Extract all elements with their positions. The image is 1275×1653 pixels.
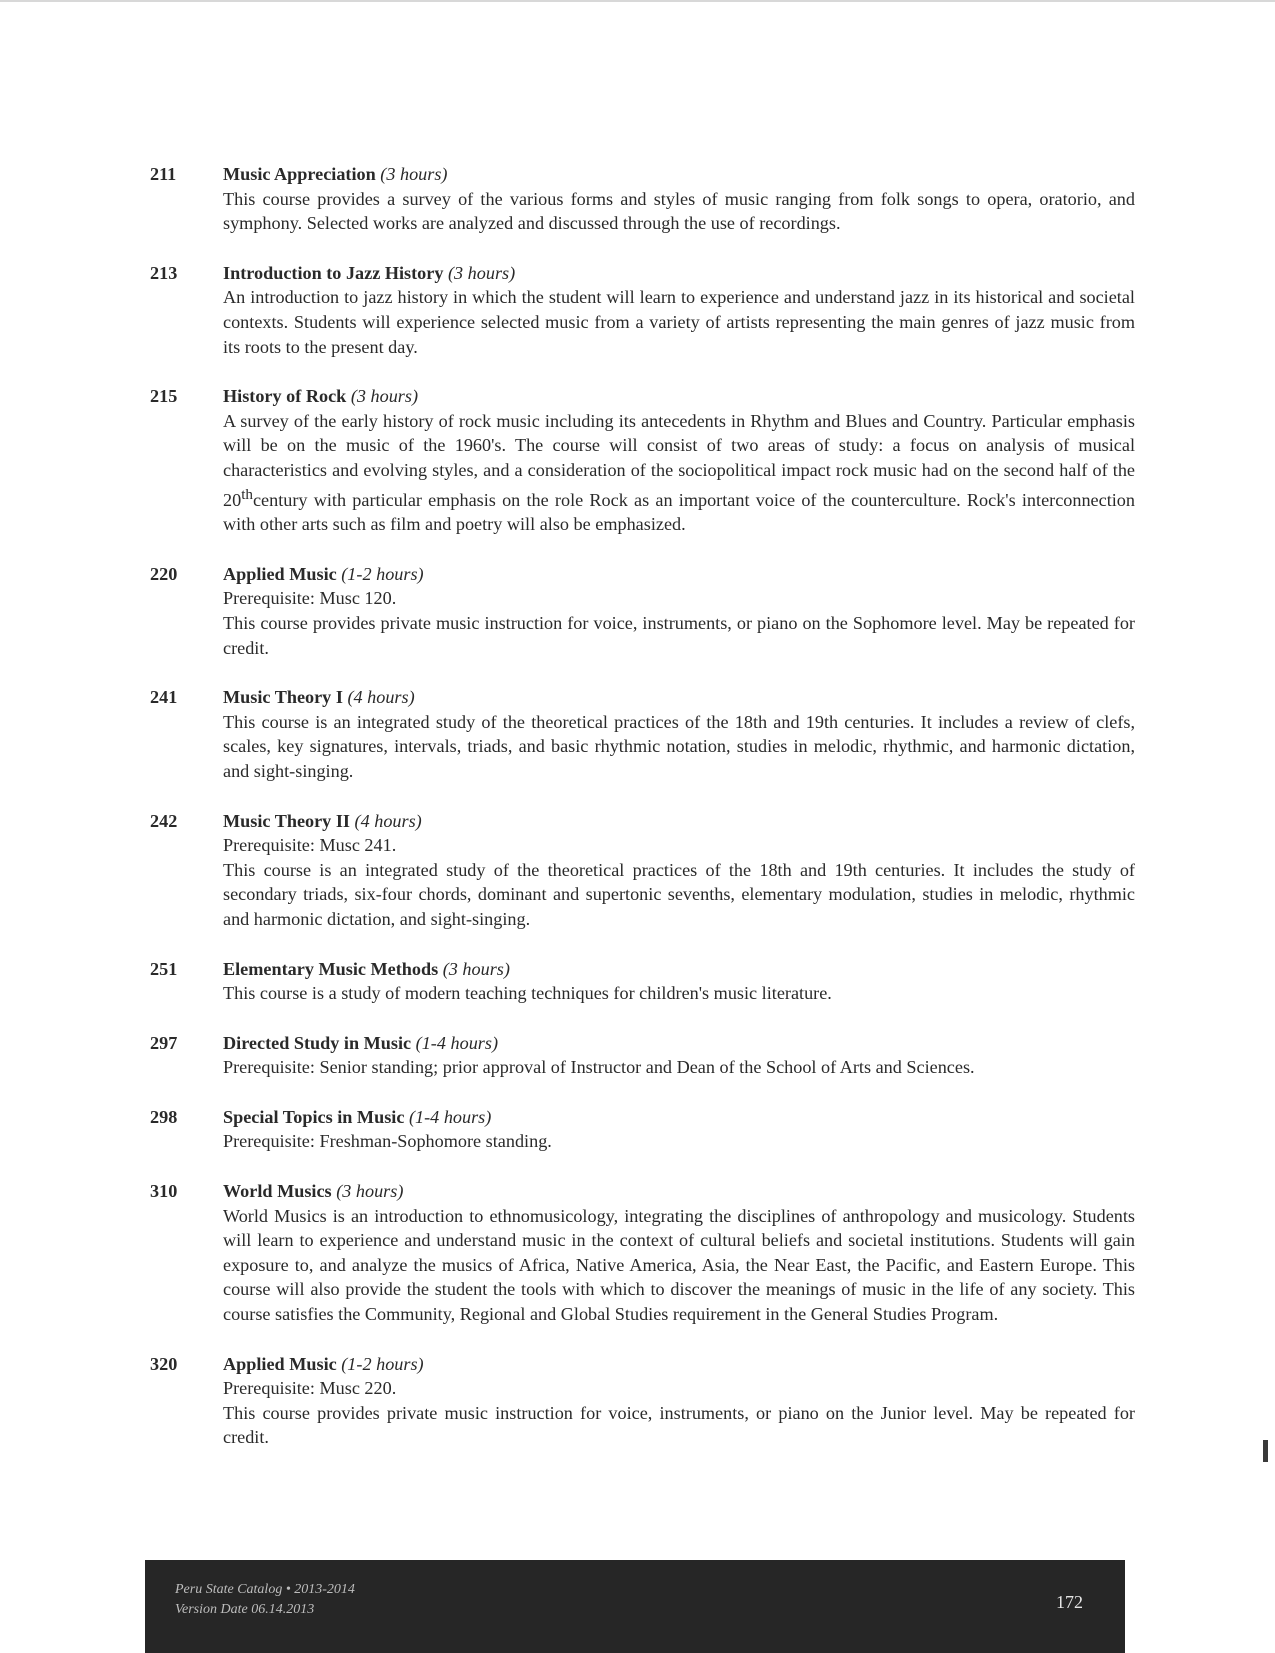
course-entry-241 bbox=[145, 685, 1135, 783]
course-heading bbox=[223, 384, 1135, 409]
course-title: Applied Music bbox=[223, 563, 337, 584]
page-number: 172 bbox=[1056, 1592, 1083, 1612]
course-entry-220 bbox=[145, 562, 1135, 660]
course-description: This course provides private music instruction for voice, instruments, or piano on the Junior level. May be repeated for credit. bbox=[223, 1402, 1135, 1448]
course-number: 242 bbox=[150, 810, 178, 831]
course-number: 220 bbox=[150, 563, 178, 584]
course-entry-242 bbox=[145, 809, 1135, 932]
course-prerequisite: Prerequisite: Musc 241. bbox=[223, 835, 397, 856]
course-number: 297 bbox=[150, 1032, 178, 1053]
course-heading bbox=[223, 809, 1135, 834]
course-description: An introduction to jazz history in which the student will learn to experience and understand jazz in its historical and societal contexts. Students will experience selected music from a variety of artists representing the main genres of jazz music from its roots to the present day. bbox=[223, 287, 1135, 357]
description-part: A survey of the early history of rock music including its antecedents in Rhythm and Blues and Country. Particular emphasis will be on the music of the 1960's. The course will consist of two areas of study: a focus on analysis of musical characteristics and evolving styles, and a consideration of the sociopolitical impact rock music had on the second half of the 20 bbox=[223, 410, 1135, 510]
course-heading bbox=[223, 1352, 1135, 1377]
course-description: This course provides private music instruction for voice, instruments, or piano on the Sophomore level. May be repeated for credit. bbox=[223, 612, 1135, 658]
course-list bbox=[145, 162, 1135, 1475]
course-heading bbox=[223, 162, 1135, 187]
course-title: Special Topics in Music bbox=[223, 1106, 405, 1127]
course-number: 320 bbox=[150, 1353, 178, 1374]
course-description: This course is an integrated study of the theoretical practices of the 18th and 19th centuries. It includes a review of clefs, scales, key signatures, intervals, triads, and basic rhythmic notation, studies in melodic, rhythmic, and harmonic dictation, and sight-singing. bbox=[223, 711, 1135, 781]
course-entry-211 bbox=[145, 162, 1135, 236]
course-entry-215 bbox=[145, 384, 1135, 537]
course-hours: (1-2 hours) bbox=[341, 1353, 424, 1374]
course-hours: (3 hours) bbox=[442, 958, 510, 979]
course-heading bbox=[223, 562, 1135, 587]
course-number: 213 bbox=[150, 262, 178, 283]
footer-version-date: Version Date 06.14.2013 bbox=[175, 1602, 315, 1617]
course-prerequisite: Prerequisite: Freshman-Sophomore standing. bbox=[223, 1131, 552, 1152]
course-description: This course is an integrated study of the theoretical practices of the 18th and 19th centuries. It includes the study of secondary triads, six-four chords, dominant and supertonic sevenths, elementary modulation, studies in melodic, rhythmic and harmonic dictation, and sight-singing. bbox=[223, 859, 1135, 929]
course-prerequisite: Prerequisite: Musc 120. bbox=[223, 588, 397, 609]
footer-catalog-title: Peru State Catalog • 2013-2014 bbox=[175, 1582, 355, 1597]
course-hours: (3 hours) bbox=[380, 164, 448, 184]
course-hours: (3 hours) bbox=[447, 262, 516, 283]
course-title: Introduction to Jazz History bbox=[223, 262, 444, 283]
course-title: Elementary Music Methods bbox=[223, 958, 439, 979]
course-heading bbox=[223, 957, 1135, 982]
course-description: This course provides a survey of the various forms and styles of music ranging from folk songs to opera, oratorio, and symphony. Selected works are analyzed and discussed through the use of recordings. bbox=[223, 188, 1135, 234]
course-entry-310 bbox=[145, 1179, 1135, 1327]
course-title: History of Rock bbox=[223, 386, 347, 407]
course-hours: (3 hours) bbox=[350, 386, 419, 407]
course-description: This course is a study of modern teaching techniques for children's music literature. bbox=[223, 983, 832, 1004]
course-title: Directed Study in Music bbox=[223, 1032, 412, 1053]
course-title: Music Theory I bbox=[223, 687, 343, 708]
course-entry-213 bbox=[145, 261, 1135, 359]
course-entry-320 bbox=[145, 1352, 1135, 1450]
course-number: 298 bbox=[150, 1106, 178, 1127]
course-entry-298 bbox=[145, 1105, 1135, 1154]
course-heading bbox=[223, 685, 1135, 710]
course-entry-297 bbox=[145, 1031, 1135, 1080]
course-title: World Musics bbox=[223, 1181, 332, 1202]
course-entry-251 bbox=[145, 957, 1135, 1006]
course-title: Music Theory II bbox=[223, 810, 350, 831]
course-hours: (1-4 hours) bbox=[408, 1106, 492, 1127]
course-heading bbox=[223, 261, 1135, 286]
course-prerequisite: Prerequisite: Musc 220. bbox=[223, 1378, 397, 1399]
course-number: 215 bbox=[150, 386, 178, 407]
course-hours: (4 hours) bbox=[354, 810, 422, 831]
page-top-edge bbox=[0, 0, 1275, 2]
ordinal-suffix: th bbox=[241, 485, 253, 503]
description-part: century with particular emphasis on the role Rock as an important voice of the counterculture. Rock's interconnection with other arts such as film and poetry will also be emphasized. bbox=[223, 489, 1135, 535]
course-prerequisite: Prerequisite: Senior standing; prior approval of Instructor and Dean of the School of Arts and Sciences. bbox=[223, 1057, 975, 1078]
scan-mark bbox=[1263, 1440, 1268, 1462]
course-hours: (1-2 hours) bbox=[341, 563, 424, 584]
footer-catalog-info bbox=[175, 1580, 355, 1620]
course-heading bbox=[223, 1105, 1135, 1130]
course-description bbox=[223, 409, 1135, 537]
course-number: 241 bbox=[150, 687, 178, 708]
course-description: World Musics is an introduction to ethnomusicology, integrating the disciplines of anthropology and musicology. Students will learn to experience and understand music in the context of cultural beliefs and societal institutions. Students will gain exposure to, and analyze the musics of Africa, Native America, Asia, the Near East, the Pacific, and Eastern Europe. This course will also provide the student the tools with which to discover the meanings of music in the life of any society. This course satisfies the Community, Regional and Global Studies requirement in the General Studies Program. bbox=[223, 1205, 1135, 1325]
course-title: Music Appreciation bbox=[223, 164, 376, 184]
course-heading bbox=[223, 1179, 1135, 1204]
page-footer bbox=[145, 1560, 1125, 1653]
course-number: 211 bbox=[150, 164, 177, 184]
course-hours: (4 hours) bbox=[347, 687, 415, 708]
course-hours: (3 hours) bbox=[336, 1181, 404, 1202]
course-hours: (1-4 hours) bbox=[415, 1032, 498, 1053]
course-number: 251 bbox=[150, 958, 178, 979]
course-title: Applied Music bbox=[223, 1353, 337, 1374]
course-heading bbox=[223, 1031, 1135, 1056]
course-number: 310 bbox=[150, 1181, 178, 1202]
